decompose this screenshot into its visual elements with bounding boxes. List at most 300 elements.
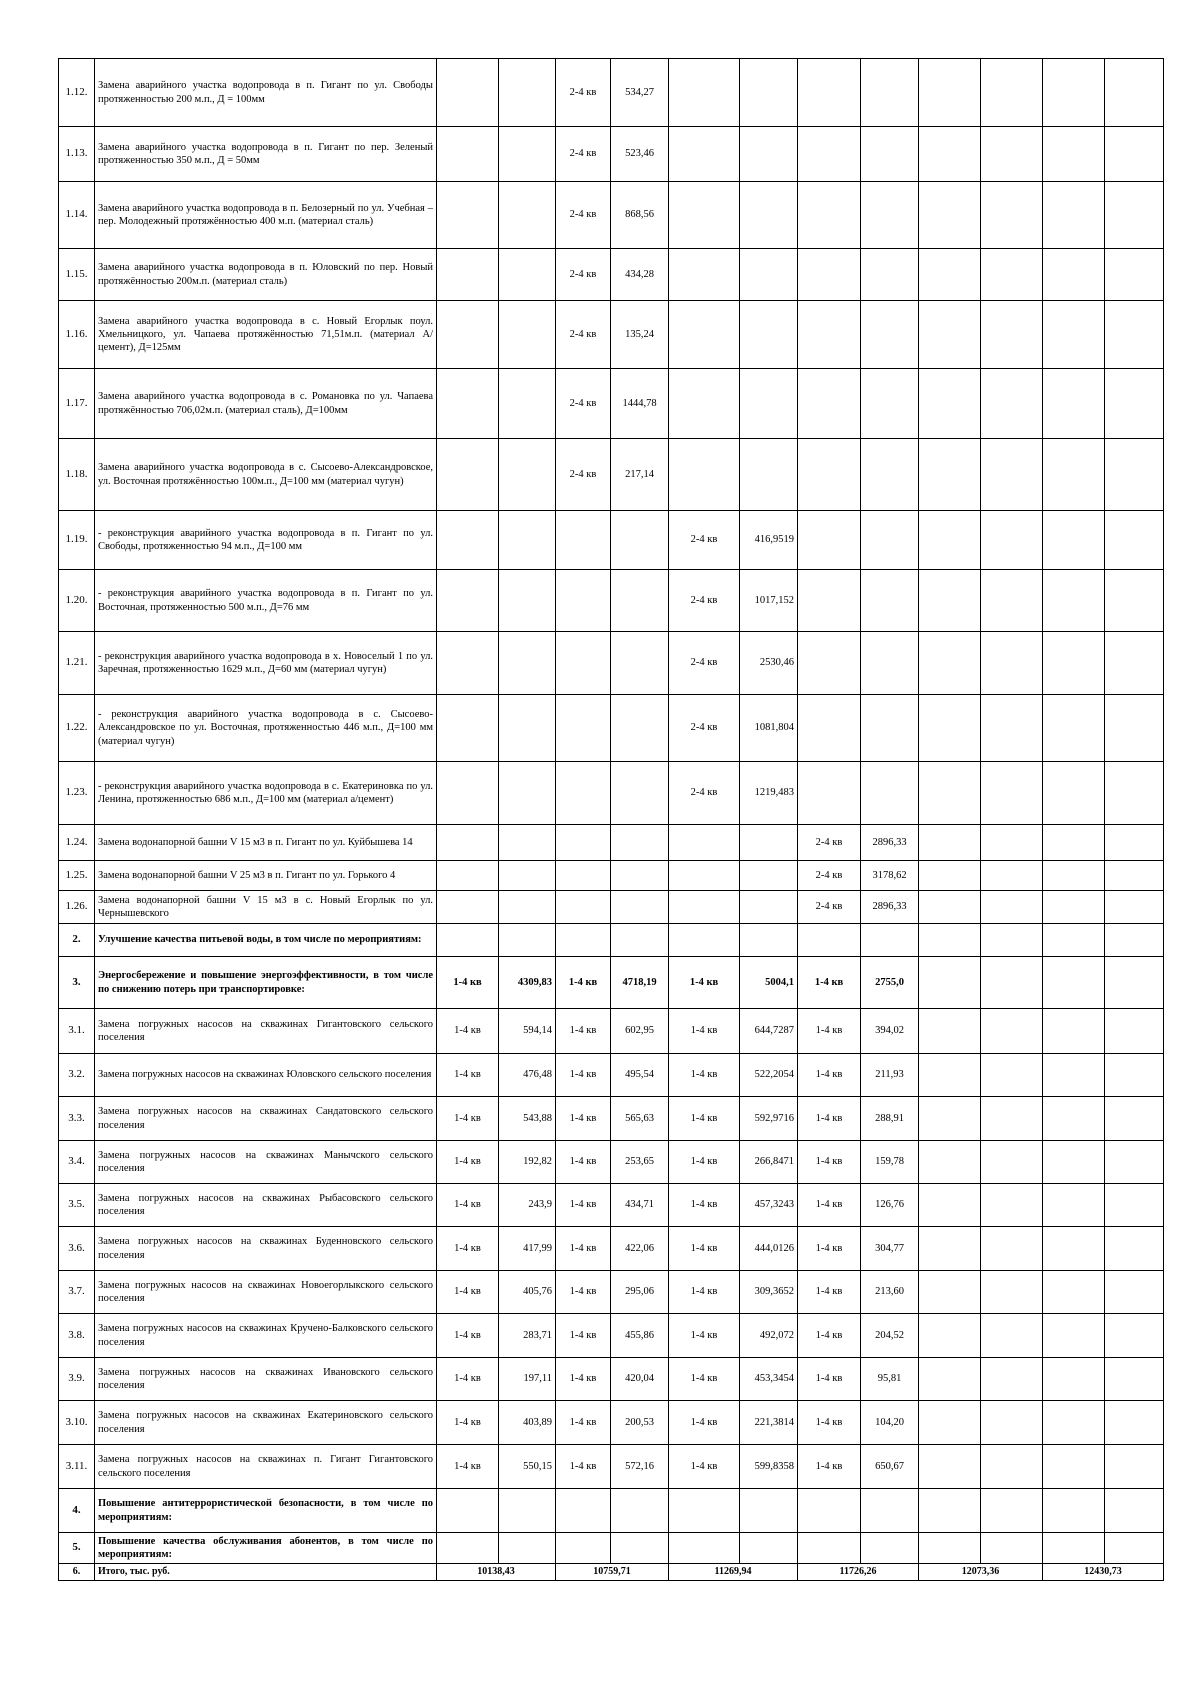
value-cell bbox=[740, 1533, 798, 1564]
period-cell bbox=[798, 762, 861, 825]
value-cell: 492,072 bbox=[740, 1314, 798, 1358]
value-cell bbox=[861, 301, 919, 369]
value-cell bbox=[1105, 891, 1164, 924]
period-cell: 2-4 кв bbox=[556, 127, 611, 182]
row-description: - реконструкция аварийного участка водопровода в п. Гигант по ул. Восточная, протяженностью 500 м.п., Д=76 мм bbox=[95, 570, 437, 632]
value-cell bbox=[1105, 1009, 1164, 1054]
value-cell: 200,53 bbox=[611, 1401, 669, 1445]
period-cell bbox=[556, 825, 611, 861]
value-cell: 543,88 bbox=[499, 1097, 556, 1141]
row-number: 1.15. bbox=[59, 249, 95, 301]
period-cell: 2-4 кв bbox=[556, 439, 611, 511]
period-cell bbox=[798, 182, 861, 249]
value-cell bbox=[981, 182, 1043, 249]
row-description: Улучшение качества питьевой воды, в том числе по мероприятиям: bbox=[95, 924, 437, 957]
row-description: Замена водонапорной башни V 15 м3 в п. Гигант по ул. Куйбышева 14 bbox=[95, 825, 437, 861]
value-cell bbox=[499, 861, 556, 891]
value-cell bbox=[861, 570, 919, 632]
total-value: 12073,36 bbox=[919, 1564, 1043, 1581]
total-value: 10759,71 bbox=[556, 1564, 669, 1581]
period-cell: 2-4 кв bbox=[669, 570, 740, 632]
value-cell bbox=[611, 570, 669, 632]
value-cell bbox=[861, 439, 919, 511]
row-number: 1.20. bbox=[59, 570, 95, 632]
row-description: Замена аварийного участка водопровода в с. Романовка по ул. Чапаева протяжённостью 706,02м.п. (материал сталь), Д=100мм bbox=[95, 369, 437, 439]
period-cell bbox=[1043, 1401, 1105, 1445]
value-cell bbox=[1105, 1184, 1164, 1227]
period-cell: 1-4 кв bbox=[669, 1401, 740, 1445]
value-cell: 434,71 bbox=[611, 1184, 669, 1227]
period-cell: 1-4 кв bbox=[798, 1054, 861, 1097]
value-cell: 550,15 bbox=[499, 1445, 556, 1489]
value-cell bbox=[861, 1533, 919, 1564]
row-number: 1.18. bbox=[59, 439, 95, 511]
value-cell bbox=[740, 439, 798, 511]
value-cell: 95,81 bbox=[861, 1358, 919, 1401]
period-cell bbox=[556, 891, 611, 924]
period-cell bbox=[919, 439, 981, 511]
value-cell bbox=[981, 59, 1043, 127]
value-cell: 476,48 bbox=[499, 1054, 556, 1097]
value-cell: 457,3243 bbox=[740, 1184, 798, 1227]
period-cell: 1-4 кв bbox=[798, 1009, 861, 1054]
period-cell: 1-4 кв bbox=[437, 957, 499, 1009]
period-cell bbox=[798, 439, 861, 511]
value-cell bbox=[1105, 249, 1164, 301]
period-cell bbox=[919, 1358, 981, 1401]
row-number: 4. bbox=[59, 1489, 95, 1533]
value-cell bbox=[1105, 1227, 1164, 1271]
value-cell bbox=[611, 861, 669, 891]
value-cell: 253,65 bbox=[611, 1141, 669, 1184]
period-cell bbox=[1043, 1533, 1105, 1564]
period-cell bbox=[437, 825, 499, 861]
row-number: 3.1. bbox=[59, 1009, 95, 1054]
value-cell: 599,8358 bbox=[740, 1445, 798, 1489]
row-description: Замена погружных насосов на скважинах Рыбасовского сельского поселения bbox=[95, 1184, 437, 1227]
period-cell bbox=[919, 1227, 981, 1271]
row-number: 1.21. bbox=[59, 632, 95, 695]
table-row bbox=[59, 127, 1164, 182]
value-cell bbox=[981, 891, 1043, 924]
value-cell: 126,76 bbox=[861, 1184, 919, 1227]
period-cell bbox=[798, 127, 861, 182]
table-row bbox=[59, 762, 1164, 825]
value-cell bbox=[611, 632, 669, 695]
period-cell: 1-4 кв bbox=[669, 1314, 740, 1358]
value-cell: 266,8471 bbox=[740, 1141, 798, 1184]
period-cell bbox=[919, 1097, 981, 1141]
period-cell bbox=[798, 570, 861, 632]
value-cell bbox=[981, 1009, 1043, 1054]
value-cell bbox=[611, 511, 669, 570]
period-cell bbox=[437, 891, 499, 924]
period-cell bbox=[437, 182, 499, 249]
table-row bbox=[59, 1097, 1164, 1141]
value-cell bbox=[981, 1401, 1043, 1445]
period-cell: 2-4 кв bbox=[556, 59, 611, 127]
value-cell: 217,14 bbox=[611, 439, 669, 511]
period-cell bbox=[1043, 1358, 1105, 1401]
row-description: Замена водонапорной башни V 15 м3 в с. Новый Егорлык по ул. Чернышевского bbox=[95, 891, 437, 924]
value-cell: 2896,33 bbox=[861, 825, 919, 861]
period-cell bbox=[437, 59, 499, 127]
period-cell bbox=[556, 1533, 611, 1564]
period-cell: 1-4 кв bbox=[669, 1009, 740, 1054]
period-cell: 1-4 кв bbox=[669, 1141, 740, 1184]
period-cell bbox=[798, 301, 861, 369]
period-cell bbox=[556, 762, 611, 825]
value-cell: 394,02 bbox=[861, 1009, 919, 1054]
value-cell bbox=[1105, 301, 1164, 369]
row-number: 1.19. bbox=[59, 511, 95, 570]
period-cell bbox=[669, 301, 740, 369]
value-cell: 243,9 bbox=[499, 1184, 556, 1227]
value-cell bbox=[861, 59, 919, 127]
value-cell bbox=[611, 695, 669, 762]
period-cell bbox=[919, 301, 981, 369]
period-cell bbox=[1043, 570, 1105, 632]
value-cell bbox=[981, 301, 1043, 369]
period-cell: 1-4 кв bbox=[556, 1227, 611, 1271]
value-cell bbox=[499, 439, 556, 511]
period-cell: 1-4 кв bbox=[437, 1184, 499, 1227]
value-cell bbox=[740, 1489, 798, 1533]
table-row bbox=[59, 1054, 1164, 1097]
period-cell bbox=[437, 632, 499, 695]
value-cell: 644,7287 bbox=[740, 1009, 798, 1054]
value-cell: 422,06 bbox=[611, 1227, 669, 1271]
period-cell bbox=[798, 511, 861, 570]
row-number: 3.8. bbox=[59, 1314, 95, 1358]
value-cell bbox=[1105, 632, 1164, 695]
value-cell: 522,2054 bbox=[740, 1054, 798, 1097]
period-cell: 2-4 кв bbox=[669, 762, 740, 825]
total-value: 10138,43 bbox=[437, 1564, 556, 1581]
period-cell bbox=[919, 182, 981, 249]
period-cell bbox=[437, 439, 499, 511]
row-description: Замена погружных насосов на скважинах Манычского сельского поселения bbox=[95, 1141, 437, 1184]
period-cell bbox=[437, 249, 499, 301]
row-description: Замена погружных насосов на скважинах Ивановского сельского поселения bbox=[95, 1358, 437, 1401]
value-cell bbox=[1105, 1054, 1164, 1097]
period-cell: 1-4 кв bbox=[437, 1009, 499, 1054]
value-cell: 592,9716 bbox=[740, 1097, 798, 1141]
value-cell: 288,91 bbox=[861, 1097, 919, 1141]
value-cell bbox=[981, 1097, 1043, 1141]
row-number: 3.3. bbox=[59, 1097, 95, 1141]
period-cell: 1-4 кв bbox=[669, 1097, 740, 1141]
row-number: 3.6. bbox=[59, 1227, 95, 1271]
value-cell: 104,20 bbox=[861, 1401, 919, 1445]
value-cell bbox=[1105, 1314, 1164, 1358]
table-row bbox=[59, 570, 1164, 632]
period-cell bbox=[669, 861, 740, 891]
value-cell bbox=[981, 861, 1043, 891]
period-cell bbox=[669, 249, 740, 301]
value-cell bbox=[740, 127, 798, 182]
period-cell bbox=[556, 861, 611, 891]
value-cell bbox=[1105, 762, 1164, 825]
row-description: Замена погружных насосов на скважинах Юловского сельского поселения bbox=[95, 1054, 437, 1097]
row-number: 3.5. bbox=[59, 1184, 95, 1227]
period-cell bbox=[919, 59, 981, 127]
row-description: Энергосбережение и повышение энергоэффективности, в том числе по снижению потерь при транспортировке: bbox=[95, 957, 437, 1009]
value-cell bbox=[861, 632, 919, 695]
value-cell: 572,16 bbox=[611, 1445, 669, 1489]
value-cell: 495,54 bbox=[611, 1054, 669, 1097]
value-cell bbox=[740, 369, 798, 439]
period-cell bbox=[669, 891, 740, 924]
period-cell bbox=[919, 632, 981, 695]
period-cell bbox=[919, 127, 981, 182]
table-row bbox=[59, 1009, 1164, 1054]
value-cell: 5004,1 bbox=[740, 957, 798, 1009]
value-cell bbox=[499, 301, 556, 369]
period-cell bbox=[919, 570, 981, 632]
value-cell: 4309,83 bbox=[499, 957, 556, 1009]
row-description: Замена погружных насосов на скважинах Буденновского сельского поселения bbox=[95, 1227, 437, 1271]
period-cell: 1-4 кв bbox=[798, 1227, 861, 1271]
period-cell: 1-4 кв bbox=[556, 1097, 611, 1141]
table-row bbox=[59, 1141, 1164, 1184]
value-cell bbox=[861, 1489, 919, 1533]
value-cell bbox=[981, 1271, 1043, 1314]
period-cell bbox=[798, 632, 861, 695]
table-body bbox=[59, 59, 1164, 1581]
period-cell bbox=[919, 695, 981, 762]
period-cell: 1-4 кв bbox=[437, 1401, 499, 1445]
value-cell: 309,3652 bbox=[740, 1271, 798, 1314]
period-cell bbox=[437, 511, 499, 570]
row-number: 3.11. bbox=[59, 1445, 95, 1489]
period-cell bbox=[1043, 369, 1105, 439]
table-row bbox=[59, 695, 1164, 762]
period-cell bbox=[919, 891, 981, 924]
value-cell bbox=[1105, 511, 1164, 570]
value-cell: 523,46 bbox=[611, 127, 669, 182]
period-cell bbox=[919, 1009, 981, 1054]
value-cell bbox=[611, 762, 669, 825]
value-cell bbox=[1105, 369, 1164, 439]
period-cell bbox=[919, 825, 981, 861]
period-cell bbox=[1043, 825, 1105, 861]
row-description: Замена погружных насосов на скважинах Новоегорлыкского сельского поселения bbox=[95, 1271, 437, 1314]
value-cell bbox=[740, 861, 798, 891]
period-cell bbox=[1043, 1489, 1105, 1533]
period-cell bbox=[437, 301, 499, 369]
period-cell: 1-4 кв bbox=[798, 1097, 861, 1141]
period-cell: 1-4 кв bbox=[669, 1358, 740, 1401]
period-cell bbox=[1043, 301, 1105, 369]
period-cell bbox=[556, 695, 611, 762]
period-cell: 1-4 кв bbox=[556, 1184, 611, 1227]
period-cell bbox=[437, 1533, 499, 1564]
period-cell bbox=[798, 1533, 861, 1564]
value-cell bbox=[981, 762, 1043, 825]
period-cell: 1-4 кв bbox=[437, 1271, 499, 1314]
period-cell: 1-4 кв bbox=[437, 1054, 499, 1097]
value-cell bbox=[981, 1054, 1043, 1097]
period-cell bbox=[1043, 1009, 1105, 1054]
value-cell bbox=[861, 511, 919, 570]
row-number: 3.2. bbox=[59, 1054, 95, 1097]
period-cell bbox=[1043, 861, 1105, 891]
period-cell: 1-4 кв bbox=[798, 1358, 861, 1401]
total-number: 6. bbox=[59, 1564, 95, 1581]
value-cell bbox=[1105, 1358, 1164, 1401]
value-cell: 4718,19 bbox=[611, 957, 669, 1009]
period-cell: 1-4 кв bbox=[798, 1445, 861, 1489]
table-row bbox=[59, 1489, 1164, 1533]
period-cell bbox=[1043, 632, 1105, 695]
value-cell bbox=[499, 127, 556, 182]
value-cell bbox=[981, 1358, 1043, 1401]
period-cell: 2-4 кв bbox=[669, 511, 740, 570]
period-cell bbox=[669, 182, 740, 249]
period-cell bbox=[669, 127, 740, 182]
period-cell bbox=[1043, 59, 1105, 127]
value-cell bbox=[740, 301, 798, 369]
value-cell: 594,14 bbox=[499, 1009, 556, 1054]
value-cell: 405,76 bbox=[499, 1271, 556, 1314]
row-number: 3.7. bbox=[59, 1271, 95, 1314]
period-cell bbox=[919, 511, 981, 570]
value-cell bbox=[740, 182, 798, 249]
period-cell: 1-4 кв bbox=[437, 1445, 499, 1489]
period-cell bbox=[798, 59, 861, 127]
value-cell: 211,93 bbox=[861, 1054, 919, 1097]
period-cell: 1-4 кв bbox=[798, 1184, 861, 1227]
period-cell: 2-4 кв bbox=[556, 249, 611, 301]
period-cell: 1-4 кв bbox=[669, 1271, 740, 1314]
total-row bbox=[59, 1564, 1164, 1581]
row-description: Замена водонапорной башни V 25 м3 в п. Гигант по ул. Горького 4 bbox=[95, 861, 437, 891]
value-cell bbox=[981, 369, 1043, 439]
period-cell bbox=[437, 1489, 499, 1533]
row-number: 1.24. bbox=[59, 825, 95, 861]
investment-program-table bbox=[58, 58, 1164, 1581]
period-cell bbox=[1043, 439, 1105, 511]
period-cell: 1-4 кв bbox=[556, 1401, 611, 1445]
period-cell bbox=[669, 369, 740, 439]
value-cell bbox=[861, 924, 919, 957]
value-cell bbox=[981, 924, 1043, 957]
value-cell: 565,63 bbox=[611, 1097, 669, 1141]
value-cell: 3178,62 bbox=[861, 861, 919, 891]
value-cell: 1219,483 bbox=[740, 762, 798, 825]
period-cell bbox=[1043, 924, 1105, 957]
table-row bbox=[59, 1184, 1164, 1227]
period-cell bbox=[919, 249, 981, 301]
value-cell bbox=[981, 1141, 1043, 1184]
row-description: - реконструкция аварийного участка водопровода в х. Новоселый 1 по ул. Заречная, протяженностью 1629 м.п., Д=60 мм (материал чугун) bbox=[95, 632, 437, 695]
period-cell bbox=[1043, 1227, 1105, 1271]
value-cell bbox=[1105, 1141, 1164, 1184]
value-cell: 204,52 bbox=[861, 1314, 919, 1358]
value-cell bbox=[1105, 924, 1164, 957]
value-cell bbox=[1105, 861, 1164, 891]
period-cell bbox=[1043, 1314, 1105, 1358]
value-cell bbox=[1105, 1489, 1164, 1533]
row-description: Замена аварийного участка водопровода в п. Гигант по ул. Свободы протяженностью 200 м.п., Д = 100мм bbox=[95, 59, 437, 127]
value-cell: 650,67 bbox=[861, 1445, 919, 1489]
row-description: Повышение качества обслуживания абонентов, в том числе по мероприятиям: bbox=[95, 1533, 437, 1564]
period-cell bbox=[919, 1533, 981, 1564]
row-number: 3.9. bbox=[59, 1358, 95, 1401]
row-description: Замена погружных насосов на скважинах Гигантовского сельского поселения bbox=[95, 1009, 437, 1054]
period-cell bbox=[556, 1489, 611, 1533]
value-cell: 602,95 bbox=[611, 1009, 669, 1054]
row-description: - реконструкция аварийного участка водопровода в с. Екатериновка по ул. Ленина, протяженностью 686 м.п., Д=100 мм (материал а/цемент) bbox=[95, 762, 437, 825]
row-description: Замена погружных насосов на скважинах п. Гигант Гигантовского сельского поселения bbox=[95, 1445, 437, 1489]
value-cell bbox=[981, 695, 1043, 762]
period-cell bbox=[1043, 762, 1105, 825]
table-row bbox=[59, 249, 1164, 301]
value-cell bbox=[499, 249, 556, 301]
value-cell: 1081,804 bbox=[740, 695, 798, 762]
period-cell bbox=[798, 695, 861, 762]
value-cell: 2755,0 bbox=[861, 957, 919, 1009]
period-cell: 1-4 кв bbox=[798, 1401, 861, 1445]
value-cell bbox=[981, 1314, 1043, 1358]
period-cell bbox=[919, 861, 981, 891]
period-cell: 1-4 кв bbox=[437, 1314, 499, 1358]
value-cell bbox=[981, 1533, 1043, 1564]
period-cell bbox=[437, 861, 499, 891]
value-cell bbox=[740, 249, 798, 301]
period-cell: 1-4 кв bbox=[556, 1445, 611, 1489]
value-cell bbox=[981, 1227, 1043, 1271]
value-cell: 534,27 bbox=[611, 59, 669, 127]
value-cell bbox=[611, 924, 669, 957]
period-cell: 1-4 кв bbox=[798, 957, 861, 1009]
row-description: Замена аварийного участка водопровода в с. Сысоево-Александровское, ул. Восточная протяжённостью 100м.п., Д=100 мм (материал чугун) bbox=[95, 439, 437, 511]
value-cell: 192,82 bbox=[499, 1141, 556, 1184]
row-number: 1.14. bbox=[59, 182, 95, 249]
period-cell bbox=[556, 511, 611, 570]
period-cell: 2-4 кв bbox=[798, 861, 861, 891]
period-cell: 1-4 кв bbox=[437, 1141, 499, 1184]
period-cell bbox=[919, 1054, 981, 1097]
value-cell: 868,56 bbox=[611, 182, 669, 249]
period-cell: 2-4 кв bbox=[669, 695, 740, 762]
period-cell bbox=[437, 924, 499, 957]
period-cell: 1-4 кв bbox=[798, 1314, 861, 1358]
period-cell bbox=[1043, 957, 1105, 1009]
period-cell bbox=[669, 924, 740, 957]
value-cell: 135,24 bbox=[611, 301, 669, 369]
period-cell: 1-4 кв bbox=[556, 957, 611, 1009]
table-row bbox=[59, 1227, 1164, 1271]
table-row bbox=[59, 861, 1164, 891]
value-cell: 304,77 bbox=[861, 1227, 919, 1271]
period-cell bbox=[669, 59, 740, 127]
period-cell: 1-4 кв bbox=[798, 1271, 861, 1314]
period-cell: 2-4 кв bbox=[556, 182, 611, 249]
value-cell bbox=[981, 1445, 1043, 1489]
period-cell bbox=[669, 825, 740, 861]
row-description: Замена погружных насосов на скважинах Крученo-Балковского сельского поселения bbox=[95, 1314, 437, 1358]
value-cell bbox=[499, 825, 556, 861]
value-cell bbox=[499, 762, 556, 825]
period-cell bbox=[669, 439, 740, 511]
value-cell bbox=[981, 127, 1043, 182]
row-number: 5. bbox=[59, 1533, 95, 1564]
period-cell: 1-4 кв bbox=[556, 1314, 611, 1358]
period-cell bbox=[1043, 127, 1105, 182]
table-row bbox=[59, 439, 1164, 511]
